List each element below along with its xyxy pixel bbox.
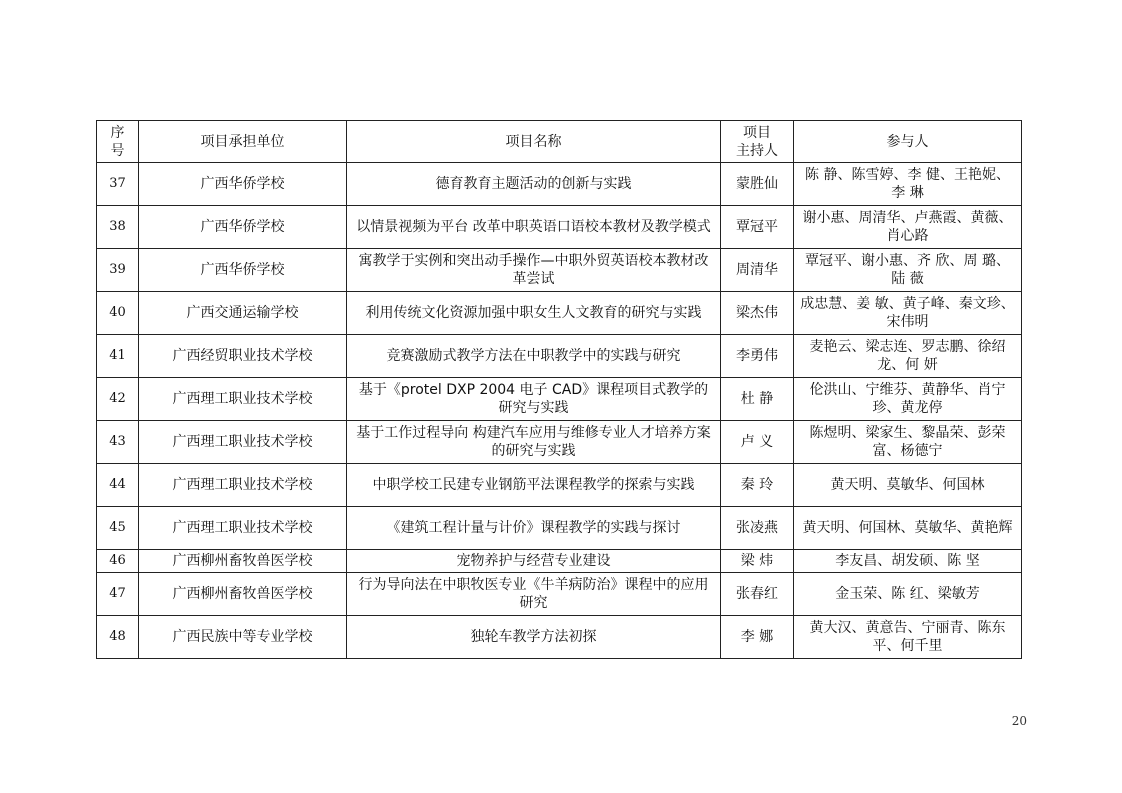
cell-host: 梁杰伟 (721, 292, 794, 335)
header-name: 项目名称 (347, 121, 721, 163)
cell-host: 张春红 (721, 573, 794, 616)
cell-host: 卢 义 (721, 421, 794, 464)
cell-unit: 广西柳州畜牧兽医学校 (139, 573, 347, 616)
cell-seq: 44 (97, 464, 139, 507)
projects-table (96, 120, 1022, 659)
cell-participants: 李友昌、胡发硕、陈 坚 (794, 550, 1022, 573)
cell-name: 基于工作过程导向 构建汽车应用与维修专业人才培养方案的研究与实践 (347, 421, 721, 464)
table-row (97, 335, 1022, 378)
cell-host: 周清华 (721, 249, 794, 292)
cell-participants: 黄天明、莫敏华、何国林 (794, 464, 1022, 507)
table-row (97, 616, 1022, 659)
cell-seq: 45 (97, 507, 139, 550)
cell-participants: 金玉荣、陈 红、梁敏芳 (794, 573, 1022, 616)
table-row (97, 421, 1022, 464)
cell-host: 梁 炜 (721, 550, 794, 573)
cell-participants: 黄大汉、黄意告、宁丽青、陈东平、何千里 (794, 616, 1022, 659)
cell-unit: 广西理工职业技术学校 (139, 378, 347, 421)
table-row (97, 249, 1022, 292)
cell-seq: 46 (97, 550, 139, 573)
cell-name: 中职学校工民建专业钢筋平法课程教学的探索与实践 (347, 464, 721, 507)
cell-participants: 陈煜明、梁家生、黎晶荣、彭荣富、杨德宁 (794, 421, 1022, 464)
table-row (97, 573, 1022, 616)
cell-host: 张凌燕 (721, 507, 794, 550)
table-row (97, 378, 1022, 421)
table-row (97, 507, 1022, 550)
table-row (97, 292, 1022, 335)
cell-seq: 42 (97, 378, 139, 421)
cell-participants: 谢小惠、周清华、卢燕霞、黄薇、肖心路 (794, 206, 1022, 249)
cell-name: 《建筑工程计量与计价》课程教学的实践与探讨 (347, 507, 721, 550)
cell-unit: 广西柳州畜牧兽医学校 (139, 550, 347, 573)
header-unit: 项目承担单位 (139, 121, 347, 163)
cell-participants: 覃冠平、谢小惠、齐 欣、周 璐、陆 薇 (794, 249, 1022, 292)
cell-host: 覃冠平 (721, 206, 794, 249)
cell-unit: 广西民族中等专业学校 (139, 616, 347, 659)
cell-name: 以情景视频为平台 改革中职英语口语校本教材及教学模式 (347, 206, 721, 249)
cell-unit: 广西理工职业技术学校 (139, 464, 347, 507)
cell-unit: 广西经贸职业技术学校 (139, 335, 347, 378)
cell-seq: 48 (97, 616, 139, 659)
cell-participants: 成忠慧、姜 敏、黄子峰、秦文珍、宋伟明 (794, 292, 1022, 335)
cell-participants: 麦艳云、梁志连、罗志鹏、徐绍龙、何 妍 (794, 335, 1022, 378)
cell-name: 德育教育主题活动的创新与实践 (347, 163, 721, 206)
cell-unit: 广西理工职业技术学校 (139, 507, 347, 550)
cell-seq: 38 (97, 206, 139, 249)
cell-participants: 伦洪山、宁维芬、黄静华、肖宁珍、黄龙停 (794, 378, 1022, 421)
table-row (97, 550, 1022, 573)
header-participants: 参与人 (794, 121, 1022, 163)
table-row (97, 163, 1022, 206)
cell-seq: 43 (97, 421, 139, 464)
header-host: 项目 主持人 (721, 121, 794, 163)
cell-participants: 黄天明、何国林、莫敏华、黄艳辉 (794, 507, 1022, 550)
cell-seq: 47 (97, 573, 139, 616)
cell-host: 李勇伟 (721, 335, 794, 378)
cell-participants: 陈 静、陈雪婷、李 健、王艳妮、李 琳 (794, 163, 1022, 206)
cell-seq: 41 (97, 335, 139, 378)
cell-name: 寓教学于实例和突出动手操作—中职外贸英语校本教材改革尝试 (347, 249, 721, 292)
cell-host: 李 娜 (721, 616, 794, 659)
cell-host: 蒙胜仙 (721, 163, 794, 206)
cell-host: 秦 玲 (721, 464, 794, 507)
cell-name: 宠物养护与经营专业建设 (347, 550, 721, 573)
cell-host: 杜 静 (721, 378, 794, 421)
cell-seq: 39 (97, 249, 139, 292)
cell-name: 独轮车教学方法初探 (347, 616, 721, 659)
cell-unit: 广西华侨学校 (139, 206, 347, 249)
cell-unit: 广西华侨学校 (139, 163, 347, 206)
cell-unit: 广西华侨学校 (139, 249, 347, 292)
cell-unit: 广西理工职业技术学校 (139, 421, 347, 464)
table-row (97, 206, 1022, 249)
cell-seq: 37 (97, 163, 139, 206)
cell-name: 基于《protel DXP 2004 电子 CAD》课程项目式教学的研究与实践 (347, 378, 721, 421)
cell-seq: 40 (97, 292, 139, 335)
table-row (97, 464, 1022, 507)
cell-name: 行为导向法在中职牧医专业《牛羊病防治》课程中的应用研究 (347, 573, 721, 616)
page-number: 20 (1011, 714, 1027, 728)
cell-name: 竞赛激励式教学方法在中职教学中的实践与研究 (347, 335, 721, 378)
cell-name: 利用传统文化资源加强中职女生人文教育的研究与实践 (347, 292, 721, 335)
table-header-row (97, 121, 1022, 163)
cell-unit: 广西交通运输学校 (139, 292, 347, 335)
header-seq: 序 号 (97, 121, 139, 163)
